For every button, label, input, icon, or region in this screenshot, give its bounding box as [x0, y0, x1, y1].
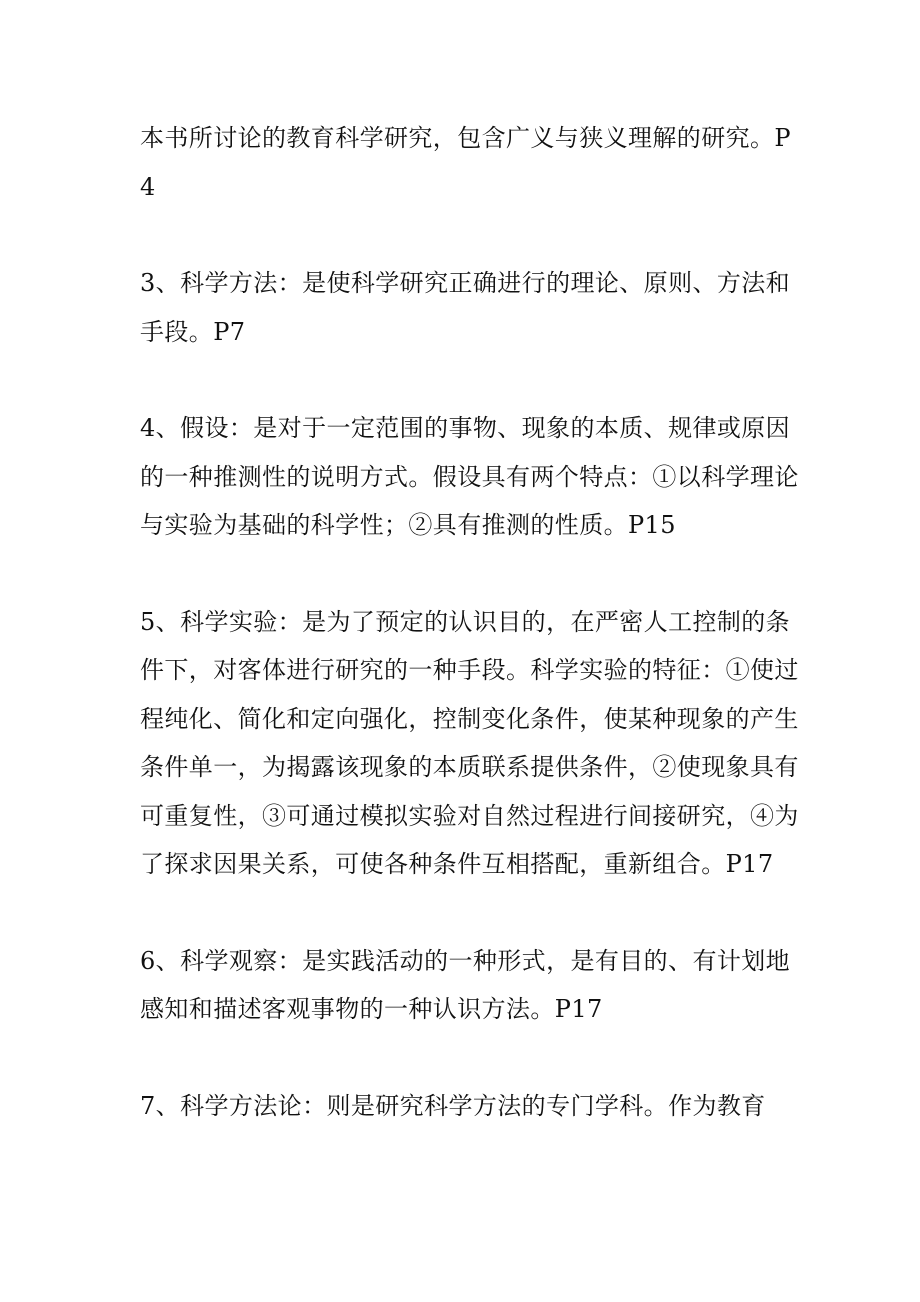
paragraph-scientific-method: 3、科学方法：是使科学研究正确进行的理论、原则、方法和手段。P7 — [140, 269, 791, 346]
paragraph-scientific-observation: 6、科学观察：是实践活动的一种形式，是有目的、有计划地感知和描述客观事物的一种认识方法。P17 — [140, 946, 791, 1023]
paragraph-scientific-methodology: 7、科学方法论：则是研究科学方法的专门学科。作为教育 — [140, 1091, 766, 1120]
paragraph-hypothesis: 4、假设：是对于一定范围的事物、现象的本质、规律或原因的一种推测性的说明方式。假设具有两个特点：①以科学理论与实验为基础的科学性；②具有推测的性质。P15 — [140, 414, 799, 539]
paragraph-scientific-experiment: 5、科学实验：是为了预定的认识目的，在严密人工控制的条件下，对客体进行研究的一种手段。科学实验的特征：①使过程纯化、简化和定向强化，控制变化条件，使某种现象的产生条件单一，为揭露该现象的本质联系提供条件，②使现象具有可重复性，③可通过模拟实验对自然过程进行间接研究，④为了探求因果关系，可使各种条件互相搭配，重新组合。P17 — [140, 607, 799, 878]
document-page — [140, 114, 800, 1130]
paragraph-research-scope: 本书所讨论的教育科学研究，包含广义与狭义理解的研究。P4 — [140, 124, 791, 201]
